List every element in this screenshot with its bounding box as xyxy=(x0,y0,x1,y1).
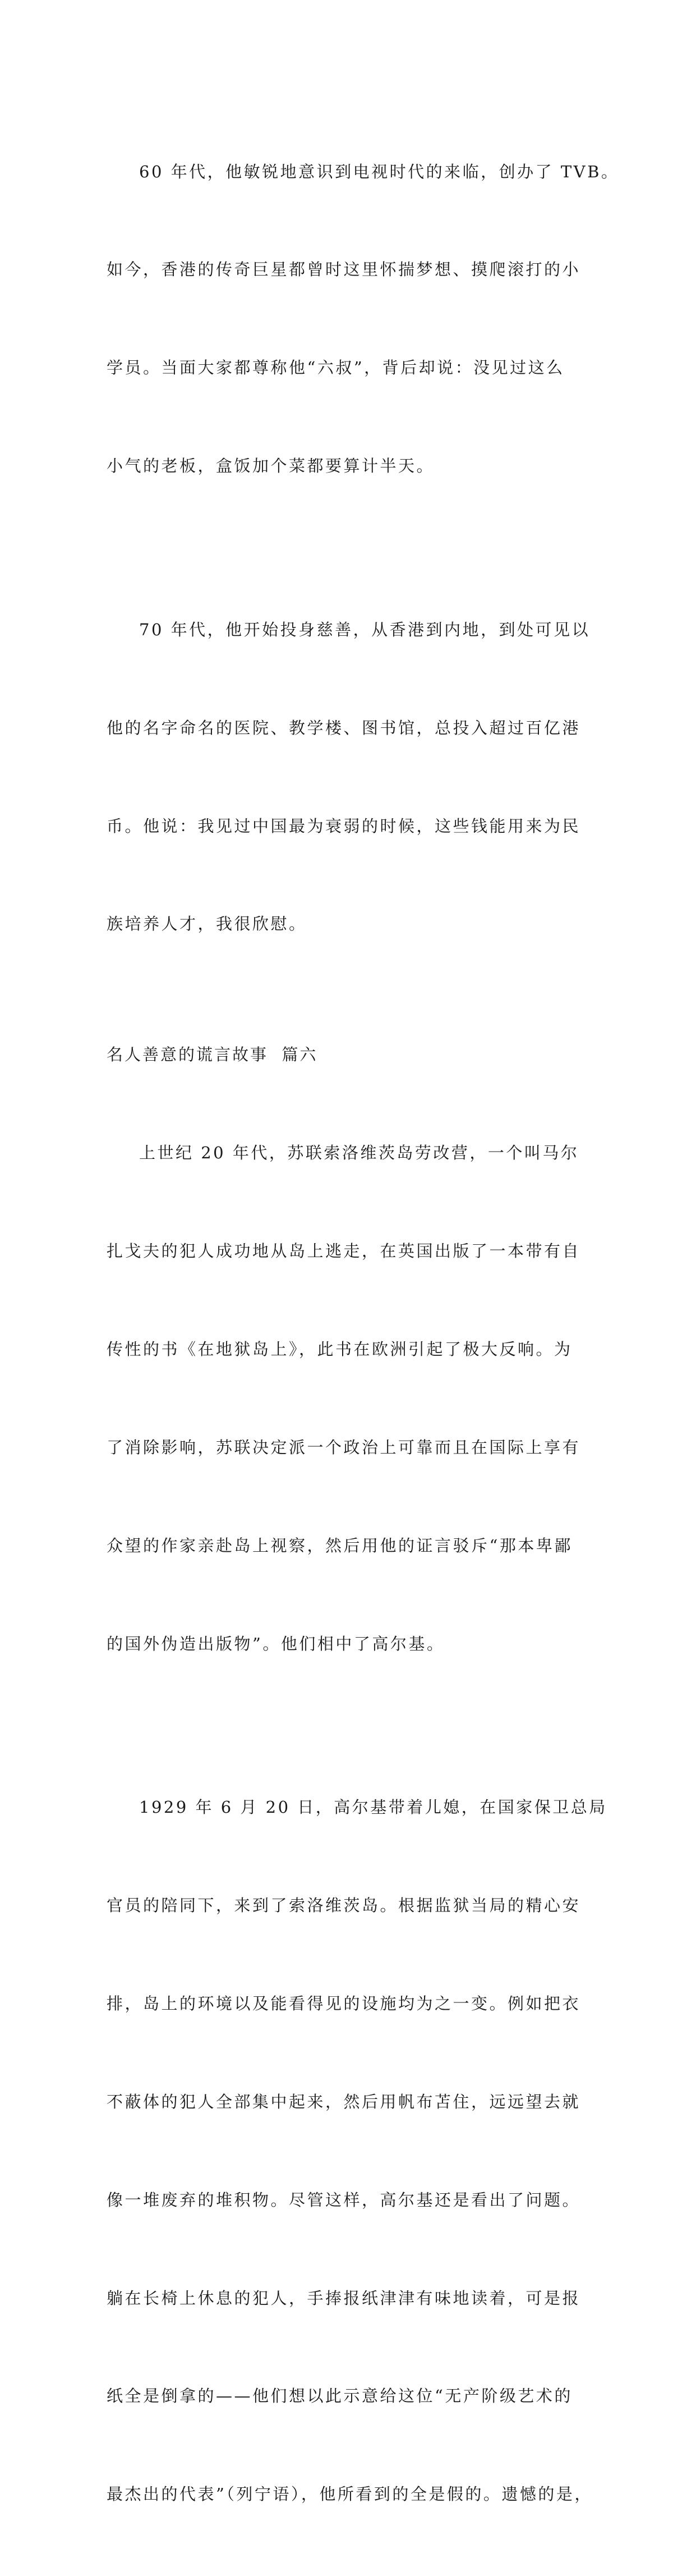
document-body xyxy=(107,90,620,2576)
text-line: 70 年代，他开始投身慈善，从香港到内地，到处可见以 xyxy=(139,620,591,639)
text-line: 族培养人才，我很欣慰。 xyxy=(107,914,307,934)
text-line: 币。他说：我见过中国最为衰弱的时候，这些钱能用来为民 xyxy=(107,816,581,836)
text-line: 了消除影响，苏联决定派一个政治上可靠而且在国际上享有 xyxy=(107,1437,581,1457)
section-title: 名人善意的谎言故事 篇六 xyxy=(107,1045,318,1065)
text-line: 小气的老板，盒饭加个菜都要算计半天。 xyxy=(107,456,435,476)
text-line: 1929 年 6 月 20 日，高尔基带着儿媳，在国家保卫总局 xyxy=(139,1798,607,1817)
text-line: 众望的作家亲赴岛上视察，然后用他的证言驳斥“那本卑鄙 xyxy=(107,1535,573,1555)
text-line: 的国外伪造出版物”。他们相中了高尔基。 xyxy=(107,1634,445,1653)
paragraph-spacer xyxy=(107,1006,600,1038)
text-line: 官员的陪同下，来到了索洛维茨岛。根据监狱当局的精心安 xyxy=(107,1896,581,1915)
paragraph-gorky-visit xyxy=(107,1726,607,2576)
text-line: 学员。当面大家都尊称他“六叔”，背后却说：没见过这么 xyxy=(107,358,565,378)
paragraph-charity xyxy=(107,548,600,1006)
text-line: 60 年代，他敏锐地意识到电视时代的来临，创办了 TVB。 xyxy=(139,162,620,181)
text-line: 上世纪 20 年代，苏联索洛维茨岛劳改营，一个叫马尔 xyxy=(139,1143,579,1163)
text-line: 如今，香港的传奇巨星都曾时这里怀揣梦想、摸爬滚打的小 xyxy=(107,260,581,279)
paragraph-solovetsky xyxy=(107,1071,600,1726)
text-line: 纸全是倒拿的——他们想以此示意给这位“无产阶级艺术的 xyxy=(107,2386,573,2406)
text-line: 像一堆废弃的堆积物。尽管这样，高尔基还是看出了问题。 xyxy=(107,2190,581,2210)
text-line: 扎戈夫的犯人成功地从岛上逃走，在英国出版了一本带有自 xyxy=(107,1241,581,1261)
text-line: 传性的书《在地狱岛上》，此书在欧洲引起了极大反响。为 xyxy=(107,1339,573,1359)
text-line: 排，岛上的环境以及能看得见的设施均为之一变。例如把衣 xyxy=(107,1993,581,2013)
text-line: 他的名字命名的医院、教学楼、图书馆，总投入超过百亿港 xyxy=(107,718,581,737)
text-line: 躺在长椅上休息的犯人，手捧报纸津津有味地读着，可是报 xyxy=(107,2288,581,2308)
text-line: 不蔽体的犯人全部集中起来，然后用帆布苫住，远远望去就 xyxy=(107,2092,581,2111)
paragraph-tvb xyxy=(107,90,620,548)
text-line: 最杰出的代表”（列宁语），他所看到的全是假的。遗憾的是， xyxy=(107,2485,593,2504)
